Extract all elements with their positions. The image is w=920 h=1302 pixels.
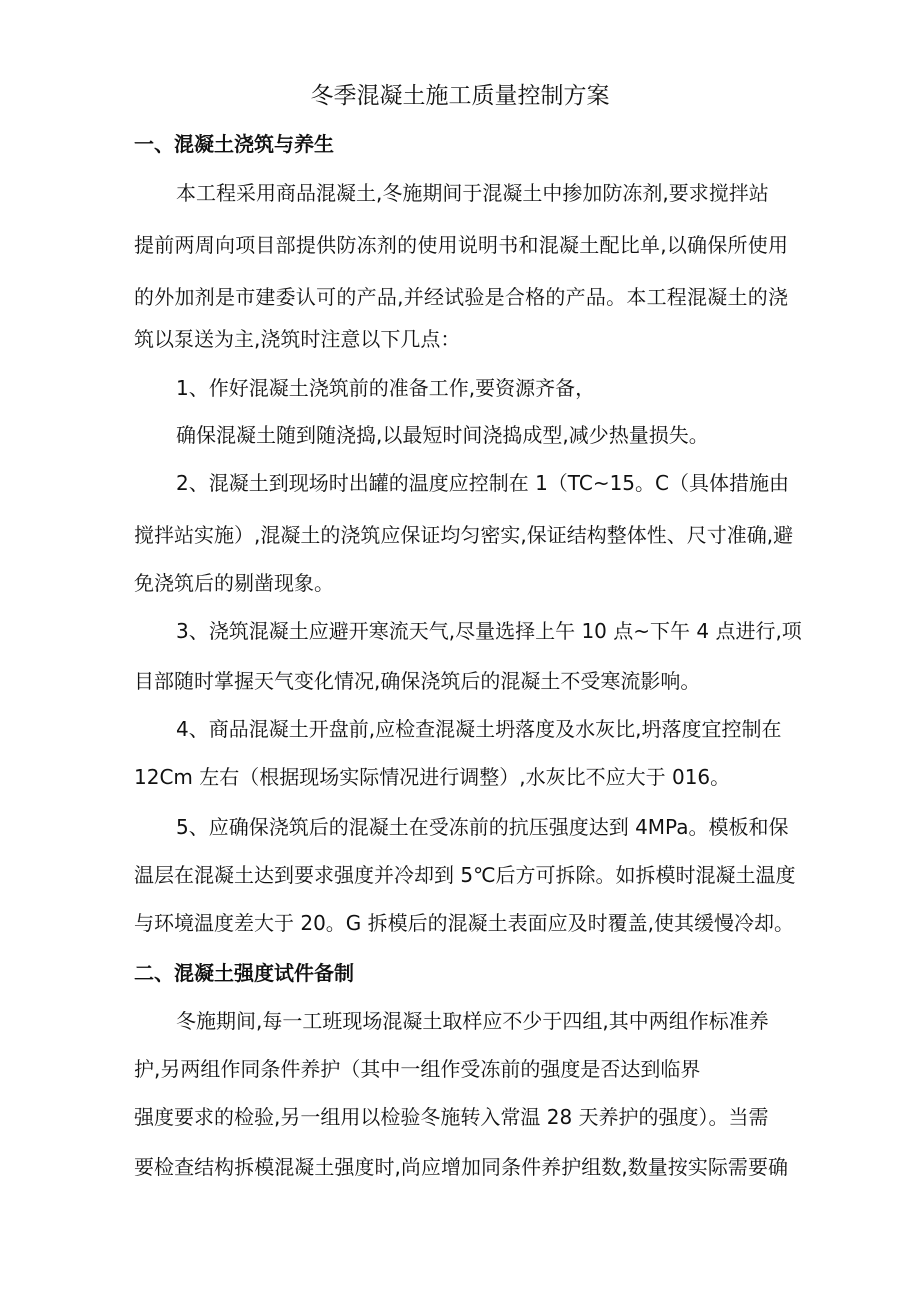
list-item-line: 3、浇筑混凝土应避开寒流天气,尽量选择上午 10 点~下午 4 点进行,项 — [176, 619, 802, 643]
document-title: 冬季混凝土施工质量控制方案 — [310, 83, 610, 109]
list-item-line: 4、商品混凝土开盘前,应检查混凝土坍落度及水灰比,坍落度宜控制在 — [176, 717, 782, 741]
list-item-line: 温层在混凝土达到要求强度并冷却到 5℃后方可拆除。如拆模时混凝土温度 — [134, 863, 796, 887]
list-item-line: 12Cm 左右（根据现场实际情况进行调整）,水灰比不应大于 016。 — [134, 765, 731, 789]
list-item-line: 搅拌站实施）,混凝土的浇筑应保证均匀密实,保证结构整体性、尺寸准确,避 — [134, 523, 794, 547]
paragraph-line: 的外加剂是市建委认可的产品,并经试验是合格的产品。本工程混凝土的浇 — [134, 285, 788, 309]
list-item-line: 确保混凝土随到随浇捣,以最短时间浇捣成型,减少热量损失。 — [176, 423, 709, 447]
paragraph-line: 强度要求的检验,另一组用以检验冬施转入常温 28 天养护的强度）。当需 — [134, 1105, 769, 1129]
list-item-line: 2、混凝土到现场时出罐的温度应控制在 1（TC~15。C（具体措施由 — [176, 471, 789, 495]
section-heading-2: 二、混凝土强度试件备制 — [134, 961, 354, 985]
paragraph-line: 要检查结构拆模混凝土强度时,尚应增加同条件养护组数,数量按实际需要确 — [134, 1155, 788, 1179]
paragraph-line: 护,另两组作同条件养护（其中一组作受冻前的强度是否达到临界 — [134, 1057, 701, 1081]
list-item-line: 与环境温度差大于 20。G 拆模后的混凝土表面应及时覆盖,使其缓慢冷却。 — [134, 911, 795, 935]
paragraph-line: 冬施期间,每一工班现场混凝土取样应不少于四组,其中两组作标准养 — [176, 1009, 769, 1033]
paragraph-line: 筑以泵送为主,浇筑时注意以下几点： — [134, 327, 461, 351]
list-item-line: 目部随时掌握天气变化情况,确保浇筑后的混凝土不受寒流影响。 — [134, 669, 701, 693]
section-heading-1: 一、混凝土浇筑与养生 — [134, 132, 334, 156]
list-item-line: 5、应确保浇筑后的混凝土在受冻前的抗压强度达到 4MPa。模板和保 — [176, 815, 789, 839]
paragraph-line: 本工程采用商品混凝土,冬施期间于混凝土中掺加防冻剂,要求搅拌站 — [176, 181, 769, 205]
paragraph-line: 提前两周向项目部提供防冻剂的使用说明书和混凝土配比单,以确保所使用 — [134, 233, 788, 257]
list-item-line: 免浇筑后的剔凿现象。 — [134, 571, 334, 595]
list-item-line: 1、作好混凝土浇筑前的准备工作,要资源齐备， — [176, 376, 596, 400]
